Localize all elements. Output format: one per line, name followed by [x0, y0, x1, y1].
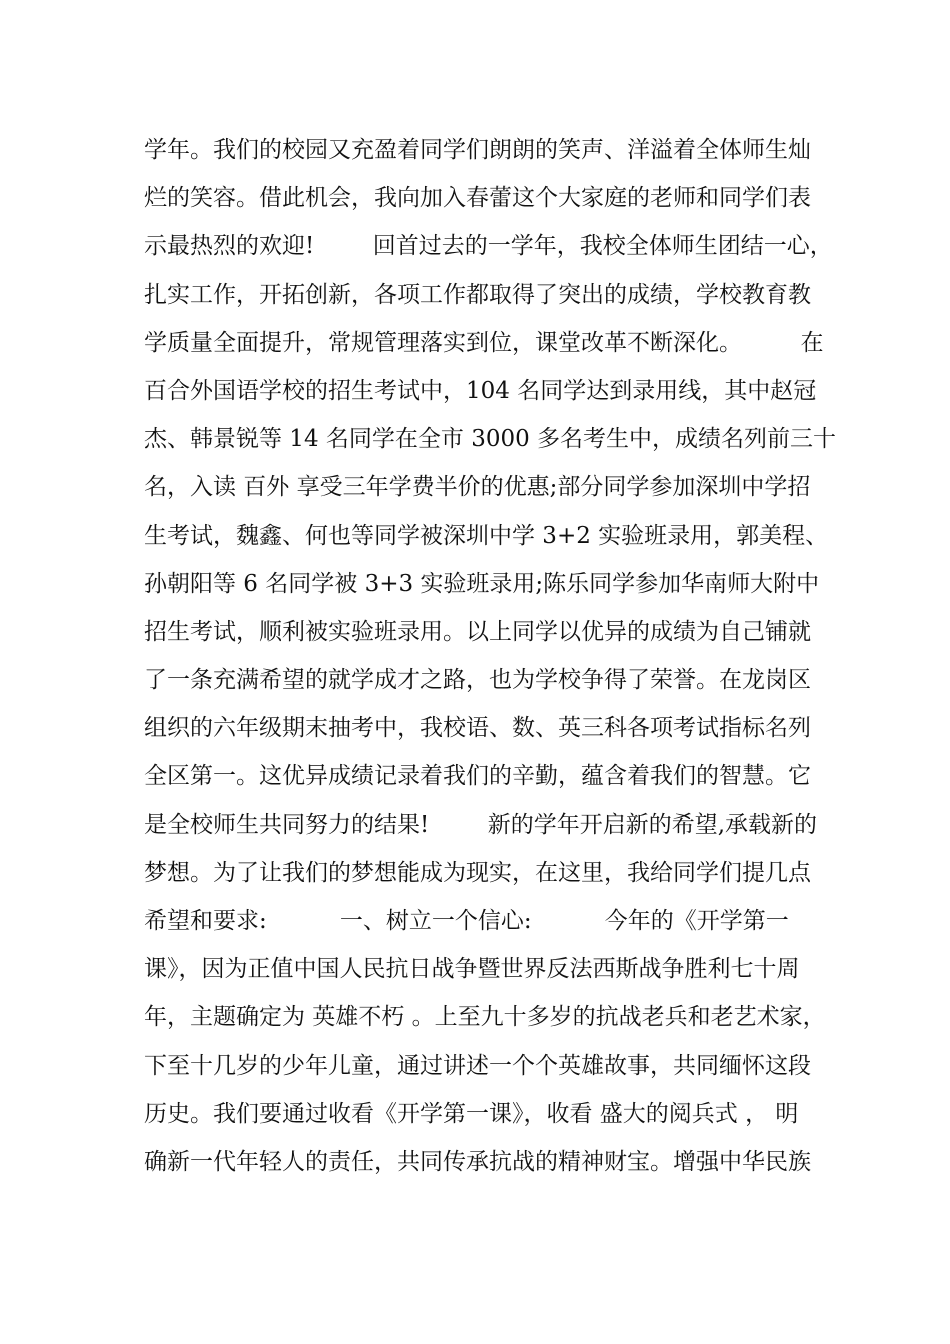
body-text — [144, 126, 837, 1186]
text-line: 烂的笑容。借此机会，我向加入春蕾这个大家庭的老师和同学们表 — [144, 185, 811, 212]
text-line: 课》，因为正值中国人民抗日战争暨世界反法西斯战争胜利七十周 — [144, 956, 800, 983]
text-line: 招生考试，顺利被实验班录用。以上同学以优异的成绩为自己铺就 — [144, 618, 811, 645]
text-line: 全区第一。这优异成绩记录着我们的辛勤，蕴含着我们的智慧。它 — [144, 763, 811, 790]
text-line: 下至十几岁的少年儿童，通过讲述一个个英雄故事，共同缅怀这段 — [144, 1052, 811, 1079]
text-line: 扎实工作，开拓创新，各项工作都取得了突出的成绩，学校教育教 — [144, 281, 811, 308]
text-line: 孙朝阳等 6 名同学被 3+3 实验班录用;陈乐同学参加华南师大附中 — [144, 570, 820, 597]
text-line: 年，主题确定为 英雄不朽 。上至九十多岁的抗战老兵和老艺术家， — [144, 1004, 826, 1031]
text-line: 学质量全面提升，常规管理落实到位，课堂改革不断深化。 在 — [144, 329, 824, 356]
text-line: 确新一代年轻人的责任，共同传承抗战的精神财宝。增强中华民族 — [144, 1148, 811, 1175]
text-line: 希望和要求: 一、树立一个信心: 今年的《开学第一 — [144, 908, 789, 934]
text-line: 了一条充满希望的就学成才之路，也为学校争得了荣誉。在龙岗区 — [144, 667, 811, 694]
text-line: 历史。我们要通过收看《开学第一课》，收看 盛大的阅兵式 ， 明 — [144, 1100, 799, 1127]
text-line: 百合外国语学校的招生考试中，104 名同学达到录用线，其中赵冠 — [144, 377, 817, 404]
text-line: 名，入读 百外 享受三年学费半价的优惠;部分同学参加深圳中学招 — [144, 474, 811, 501]
text-line: 组织的六年级期末抽考中，我校语、数、英三科各项考试指标名列 — [144, 715, 811, 742]
text-line: 是全校师生共同努力的结果! 新的学年开启新的希望,承载新的 — [144, 811, 818, 838]
text-line: 生考试，魏鑫、何也等同学被深圳中学 3+2 实验班录用，郭美程、 — [144, 522, 829, 549]
text-line: 学年。我们的校园又充盈着同学们朗朗的笑声、洋溢着全体师生灿 — [144, 137, 811, 163]
text-line: 杰、韩景锐等 14 名同学在全市 3000 多名考生中，成绩名列前三十 — [144, 426, 837, 453]
text-line: 梦想。为了让我们的梦想能成为现实，在这里，我给同学们提几点 — [144, 859, 811, 886]
text-line: 示最热烈的欢迎! 回首过去的一学年，我校全体师生团结一心， — [144, 233, 833, 260]
